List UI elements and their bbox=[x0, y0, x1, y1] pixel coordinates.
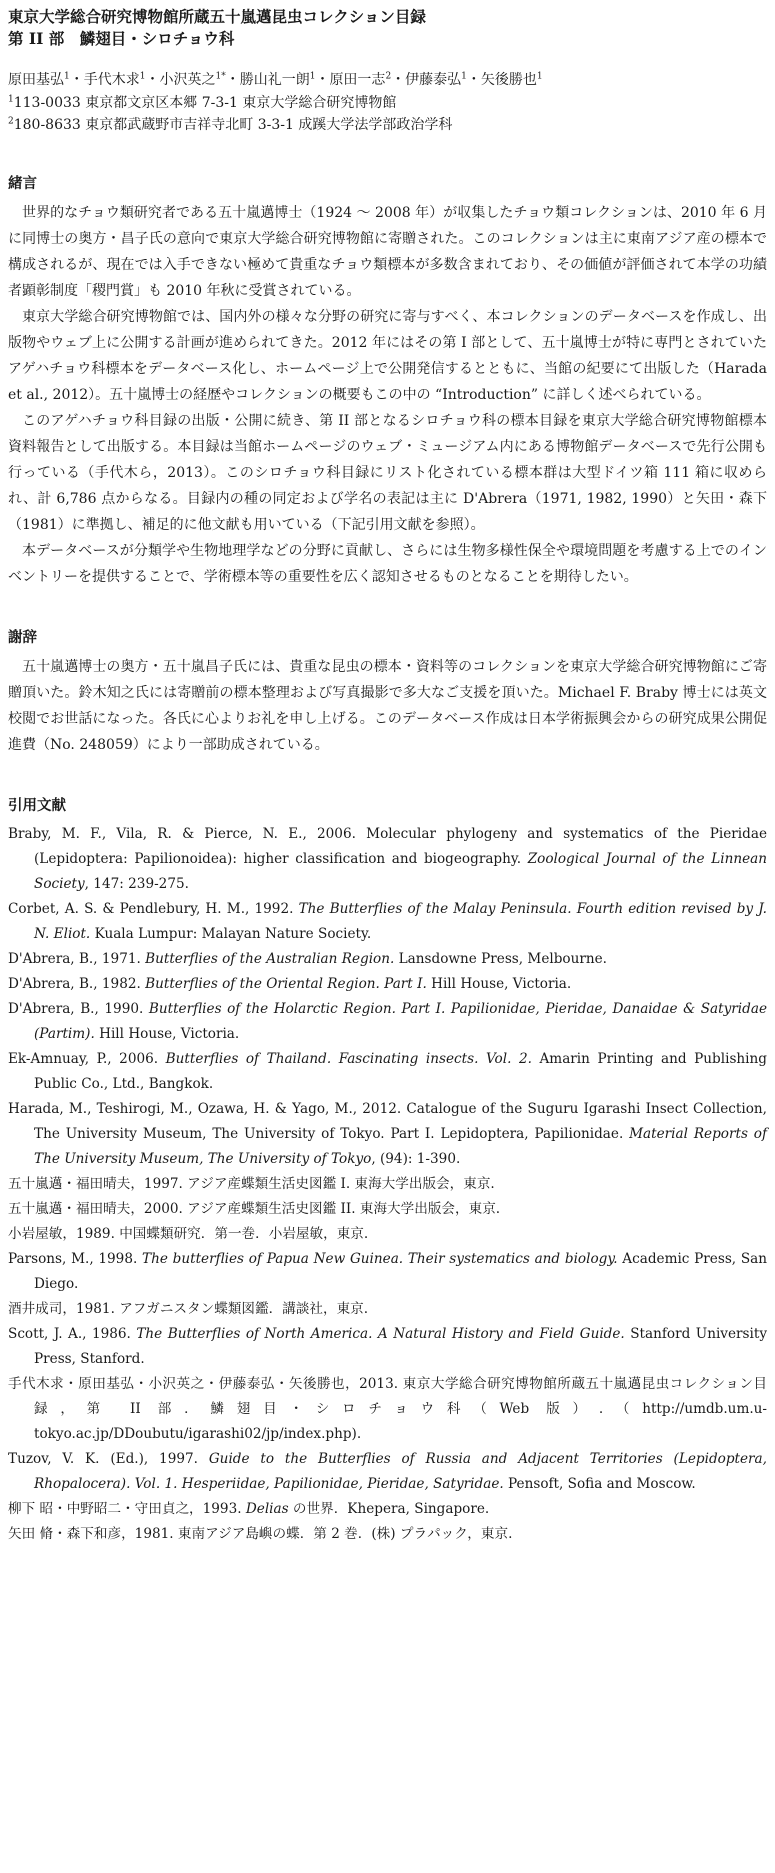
reference-title-italic: Guide to the Butterflies of Russia and Adjacent Territories (Lepidoptera, Rhopalocera). Vol. 1. Hesperiidae, Papilionidae, Pieridae, Satyridae. bbox=[34, 1451, 767, 1492]
reference-title-italic: Butterflies of Thailand. Fascinating insects. Vol. 2. bbox=[165, 1051, 532, 1067]
author-affiliation-mark: 1 bbox=[139, 71, 146, 82]
reference-title-italic: The butterflies of Papua New Guinea. Their systematics and biology. bbox=[142, 1251, 618, 1267]
affiliation-1 bbox=[8, 92, 767, 114]
reference-item bbox=[8, 1222, 767, 1247]
introduction-paragraph: このアゲハチョウ科目録の出版・公開に続き、第 II 部となるシロチョウ科の標本目録を東京大学総合研究博物館標本資料報告として出版する。本目録は当館ホームページのウェブ・ミュージアム内にある博物館データベースで先行公開も行っている（手代木ら，2013）。このシロチョウ科目録にリスト化されている標本群は大型ドイツ箱 111 箱に収められ、計 6,786 点からなる。目録内の種の同定および学名の表記は主に D'Abrera（1971, 1982, 1990）と矢田・森下（1981）に準拠し、補足的に他文献も用いている（下記引用文献を参照）。 bbox=[8, 413, 767, 533]
author-name: 伊藤泰弘 bbox=[405, 72, 462, 88]
reference-text: Parsons, M., 1998. bbox=[8, 1251, 143, 1267]
reference-title-italic: The Butterflies of the Malay Peninsula. Fourth edition revised by J. N. Eliot. bbox=[34, 901, 767, 942]
affiliation-text: 180-8633 東京都武蔵野市吉祥寺北町 3-3-1 成蹊大学法学部政治学科 bbox=[13, 117, 453, 133]
affiliation-list bbox=[8, 92, 767, 136]
reference-text: 酒井成司，1981. アフガニスタン蝶類図鑑．講談社，東京. bbox=[8, 1301, 369, 1317]
reference-item bbox=[8, 822, 767, 897]
reference-text: Ek-Amnuay, P., 2006. bbox=[8, 1051, 166, 1067]
author-name: 矢後勝也 bbox=[480, 72, 537, 88]
reference-text: D'Abrera, B., 1971. bbox=[8, 951, 146, 967]
reference-title-italic: Material Reports of The University Museum, The University of Tokyo bbox=[34, 1126, 767, 1167]
author-affiliation-mark: 1 bbox=[64, 71, 70, 82]
reference-text: 手代木求・原田基弘・小沢英之・伊藤泰弘・矢後勝也，2013. 東京大学総合研究博物館所蔵五十嵐邁昆虫コレクション目録，第 II 部．鱗翅目・シロチョウ科（Web 版）.（http://umdb.um.u-tokyo.ac.jp/DDoubutu/igarashi02/jp/index.php). bbox=[8, 1376, 767, 1442]
author-affiliation-mark: 1 bbox=[536, 71, 543, 82]
reference-title-italic: Zoological Journal of the Linnean Society bbox=[34, 851, 768, 892]
author-name: 勝山礼一朗 bbox=[239, 72, 310, 88]
reference-item bbox=[8, 1047, 767, 1097]
reference-text: Tuzov, V. K. (Ed.), 1997. bbox=[8, 1451, 209, 1467]
affiliation-mark: 1 bbox=[8, 94, 14, 105]
reference-item bbox=[8, 1197, 767, 1222]
reference-item bbox=[8, 1522, 767, 1547]
reference-text: Stanford University Press, Stanford. bbox=[34, 1326, 768, 1367]
reference-text: 五十嵐邁・福田晴夫，1997. アジア産蝶類生活史図鑑 I. 東海大学出版会，東京. bbox=[8, 1176, 495, 1192]
reference-item bbox=[8, 1172, 767, 1197]
reference-text: Hill House, Victoria. bbox=[426, 976, 572, 992]
reference-item bbox=[8, 1322, 767, 1372]
author-list bbox=[8, 70, 767, 90]
author-separator: ・ bbox=[466, 72, 481, 88]
reference-title-italic: Delias bbox=[245, 1501, 289, 1517]
reference-text: D'Abrera, B., 1990. bbox=[8, 1001, 149, 1017]
reference-title-italic: The Butterflies of North America. A Natural History and Field Guide. bbox=[136, 1326, 625, 1342]
author-affiliation-mark: 1 bbox=[309, 71, 316, 82]
document-title: 東京大学総合研究博物館所蔵五十嵐邁昆虫コレクション目録 bbox=[8, 7, 426, 26]
author-name: 手代木求 bbox=[83, 72, 140, 88]
introduction-paragraph: 世界的なチョウ類研究者である五十嵐邁博士（1924 ～ 2008 年）が収集したチョウ類コレクションは、2010 年 6 月に同博士の奥方・昌子氏の意向で東京大学総合研究博物館に寄贈された。このコレクションは主に東南アジア産の標本で構成されるが、現在では入手できない極めて貴重なチョウ類標本が多数含まれており、その価値が評価されて本学の功績者顕彰制度「稷門賞」も 2010 年秋に受賞されている。 bbox=[8, 205, 767, 299]
author-separator: ・ bbox=[315, 72, 330, 88]
reference-text: Pensoft, Sofia and Moscow. bbox=[503, 1476, 696, 1492]
affiliation-2 bbox=[8, 114, 767, 136]
acknowledgements-paragraph: 五十嵐邁博士の奥方・五十嵐昌子氏には、貴重な昆虫の標本・資料等のコレクションを東京大学総合研究博物館にご寄贈頂いた。鈴木知之氏には寄贈前の標本整理および写真撮影で多大なご支援を頂いた。Michael F. Braby 博士には英文校閲でお世話になった。各氏に心よりお礼を申し上げる。このデータベース作成は日本学術振興会からの研究成果公開促進費（No. 248059）により一部助成されている。 bbox=[8, 659, 767, 753]
acknowledgements-body bbox=[8, 654, 767, 758]
reference-title-italic: Butterflies of the Oriental Region. Part I. bbox=[145, 976, 427, 992]
reference-title-italic: Butterflies of the Australian Region. bbox=[145, 951, 395, 967]
reference-list bbox=[8, 822, 767, 1547]
reference-text: Lansdowne Press, Melbourne. bbox=[394, 951, 607, 967]
author-affiliation-mark: 2 bbox=[385, 71, 392, 82]
introduction-paragraph: 東京大学総合研究博物館では、国内外の様々な分野の研究に寄与すべく、本コレクションのデータベースを作成し、出版物やウェブ上に公開する計画が進められてきた。2012 年にはその第 I 部として、五十嵐博士が特に専門とされていたアゲハチョウ科標本をデータベース化し、ホームページ上で公開発信するとともに、当館の紀要にて出版した（Harada et al., 2012）。五十嵐博士の経歴やコレクションの概要もこの中の “Introduction” に詳しく述べられている。 bbox=[8, 309, 767, 403]
reference-item bbox=[8, 1447, 767, 1497]
author-name: 原田基弘 bbox=[8, 72, 64, 88]
reference-text: Hill House, Victoria. bbox=[94, 1026, 240, 1042]
introduction-heading: 緒言 bbox=[8, 175, 37, 192]
introduction-paragraph: 本データベースが分類学や生物地理学などの分野に貢献し、さらには生物多様性保全や環境問題を考慮する上でのインベントリーを提供することで、学術標本等の重要性を広く認知させるものとなることを期待したい。 bbox=[8, 543, 767, 585]
reference-text: 小岩屋敏，1989. 中国蝶類研究．第一巻．小岩屋敏，東京. bbox=[8, 1226, 369, 1242]
affiliation-text: 113-0033 東京都文京区本郷 7-3-1 東京大学総合研究博物館 bbox=[13, 95, 397, 111]
reference-text: , 147: 239-275. bbox=[84, 876, 189, 892]
author-separator: ・ bbox=[225, 72, 240, 88]
references-heading: 引用文献 bbox=[8, 797, 66, 814]
reference-item bbox=[8, 1097, 767, 1172]
author-separator: ・ bbox=[145, 72, 160, 88]
reference-item bbox=[8, 947, 767, 972]
reference-text: Harada, M., Teshirogi, M., Ozawa, H. & Yago, M., 2012. Catalogue of the Suguru Igarashi Insect Collection, The University Museum, The University of Tokyo. Part I. Lepidoptera, Papilionidae. bbox=[8, 1101, 767, 1142]
affiliation-mark: 2 bbox=[8, 116, 14, 127]
reference-text: Academic Press, San Diego. bbox=[34, 1251, 768, 1292]
reference-text: , (94): 1-390. bbox=[371, 1151, 461, 1167]
reference-text: Corbet, A. S. & Pendlebury, H. M., 1992. bbox=[8, 901, 299, 917]
reference-item bbox=[8, 1297, 767, 1322]
author-affiliation-mark: 1* bbox=[215, 71, 226, 82]
reference-item bbox=[8, 972, 767, 997]
reference-item bbox=[8, 897, 767, 947]
introduction-body bbox=[8, 200, 767, 590]
reference-title-italic: Butterflies of the Holarctic Region. Part I. Papilionidae, Pieridae, Danaidae & Satyridae (Partim). bbox=[34, 1001, 767, 1042]
author-affiliation-mark: 1 bbox=[461, 71, 467, 82]
reference-text: 五十嵐邁・福田晴夫，2000. アジア産蝶類生活史図鑑 II. 東海大学出版会，東京. bbox=[8, 1201, 501, 1217]
reference-text: Kuala Lumpur: Malayan Nature Society. bbox=[90, 926, 372, 942]
author-separator: ・ bbox=[391, 72, 406, 88]
reference-text: 矢田 脩・森下和彦，1981. 東南アジア島嶼の蝶．第 2 巻．(株) プラパック，東京. bbox=[8, 1526, 513, 1542]
reference-item bbox=[8, 1247, 767, 1297]
reference-text: Braby, M. F., Vila, R. & Pierce, N. E., 2006. Molecular phylogeny and systematics of the Pieridae (Lepidoptera: Papilionoidea): higher classification and biogeography. bbox=[8, 826, 767, 867]
acknowledgements-heading: 謝辞 bbox=[8, 629, 37, 646]
author-name: 小沢英之 bbox=[159, 72, 216, 88]
reference-item bbox=[8, 997, 767, 1047]
author-name: 原田一志 bbox=[329, 72, 386, 88]
document-subtitle: 第 II 部 鱗翅目・シロチョウ科 bbox=[8, 29, 235, 48]
reference-text: Scott, J. A., 1986. bbox=[8, 1326, 137, 1342]
reference-item bbox=[8, 1372, 767, 1447]
reference-item bbox=[8, 1497, 767, 1522]
author-separator: ・ bbox=[69, 72, 84, 88]
reference-text: 柳下 昭・中野昭二・守田貞之，1993. bbox=[8, 1501, 246, 1517]
reference-text: の世界．Khepera, Singapore. bbox=[288, 1501, 490, 1517]
reference-text: Amarin Printing and Publishing Public Co., Ltd., Bangkok. bbox=[34, 1051, 767, 1092]
reference-text: D'Abrera, B., 1982. bbox=[8, 976, 146, 992]
